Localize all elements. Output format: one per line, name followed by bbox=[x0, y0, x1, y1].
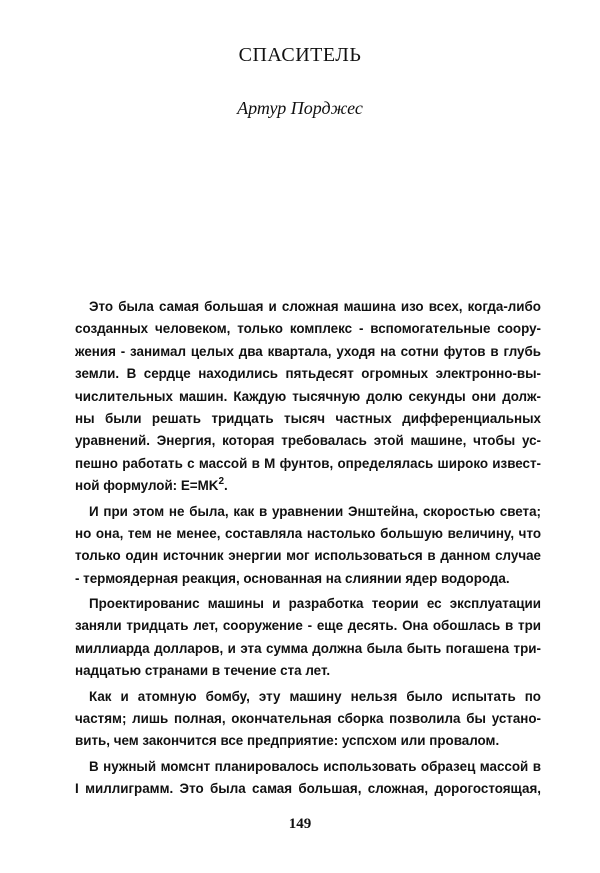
text-line bbox=[75, 341, 541, 363]
formula-tail: . bbox=[224, 478, 228, 494]
text-line bbox=[75, 363, 541, 385]
text-line bbox=[75, 408, 541, 430]
line-text: заняли тридцать лет, сооружение - еще десять. Она обошлась в три bbox=[75, 618, 541, 634]
line-text: I миллиграмм. Это была самая большая, сложная, дорогостоящая, bbox=[75, 781, 541, 797]
paragraph bbox=[75, 296, 541, 498]
line-text: жения - занимал целых два квартала, уходя на сотни футов в глубь bbox=[75, 343, 541, 359]
text-line bbox=[75, 453, 541, 475]
text-line bbox=[75, 638, 541, 660]
paragraph bbox=[75, 593, 541, 683]
paragraph bbox=[75, 501, 541, 591]
line-text: Проектированис машины и разработка теории ес эксплуатации bbox=[89, 596, 541, 612]
line-text: уравнений. Энергия, которая требовалась этой машине, чтобы ус- bbox=[75, 433, 541, 449]
text-line bbox=[75, 686, 541, 708]
line-text: частям; лишь полная, окончательная сборка позволила бы устано- bbox=[75, 711, 541, 727]
paragraph bbox=[75, 686, 541, 753]
text-line bbox=[75, 545, 541, 567]
line-text: ной формулой: E=MK bbox=[75, 478, 219, 494]
line-text: земли. В сердце находились пятьдесят огромных электронно-вы- bbox=[75, 366, 541, 382]
formula-exponent: 2 bbox=[218, 476, 225, 488]
line-text: Это была самая большая и сложная машина изо всех, когда-либо bbox=[89, 299, 541, 314]
text-line bbox=[75, 593, 541, 615]
text-line bbox=[75, 296, 541, 318]
text-line bbox=[75, 660, 541, 682]
line-text: числительных машин. Каждую тысячную долю секунды они долж- bbox=[75, 388, 541, 404]
line-text: пешно работать с массой в М фунтов, определялась широко извест- bbox=[75, 455, 541, 471]
line-text: ны были решать тридцать тысяч частных дифференциальных bbox=[75, 410, 541, 426]
line-text: - термоядерная реакция, основанная на слиянии ядер водорода. bbox=[75, 570, 510, 586]
paragraph bbox=[75, 756, 541, 801]
story-title: СПАСИТЕЛЬ bbox=[238, 44, 362, 66]
text-line bbox=[75, 778, 541, 800]
text-line bbox=[75, 615, 541, 637]
page-number: 149 bbox=[288, 816, 312, 832]
story-body bbox=[75, 296, 541, 804]
text-line bbox=[75, 475, 541, 497]
line-text: вить, чем закончится все предприятие: успсхом или провалом. bbox=[75, 733, 500, 749]
text-line bbox=[75, 523, 541, 545]
text-line bbox=[75, 568, 541, 590]
line-text: но она, тем не менее, составляла настолько большую величину, что bbox=[75, 525, 541, 541]
line-text: только один источник энергии мог использоваться в данном случае bbox=[75, 548, 541, 564]
text-line bbox=[75, 318, 541, 340]
line-text: В нужный момснт планировалось использовать образец массой в bbox=[89, 758, 541, 774]
line-text: И при этом не была, как в уравнении Энштейна, скоростью света; bbox=[89, 503, 541, 519]
line-text: миллиарда долларов, и эта сумма должна была быть погашена три- bbox=[75, 640, 541, 656]
text-line bbox=[75, 730, 541, 752]
line-text: надцатью странами в течение ста лет. bbox=[75, 663, 331, 679]
line-text: созданных человеком, только комплекс - вспомогательные соору- bbox=[75, 321, 541, 337]
text-line bbox=[75, 708, 541, 730]
text-line bbox=[75, 430, 541, 452]
line-text: Как и атомную бомбу, эту машину нельзя было испытать по bbox=[89, 688, 541, 704]
author-name: Артур Порджес bbox=[237, 98, 363, 118]
text-line bbox=[75, 386, 541, 408]
text-line bbox=[75, 756, 541, 778]
text-line bbox=[75, 501, 541, 523]
